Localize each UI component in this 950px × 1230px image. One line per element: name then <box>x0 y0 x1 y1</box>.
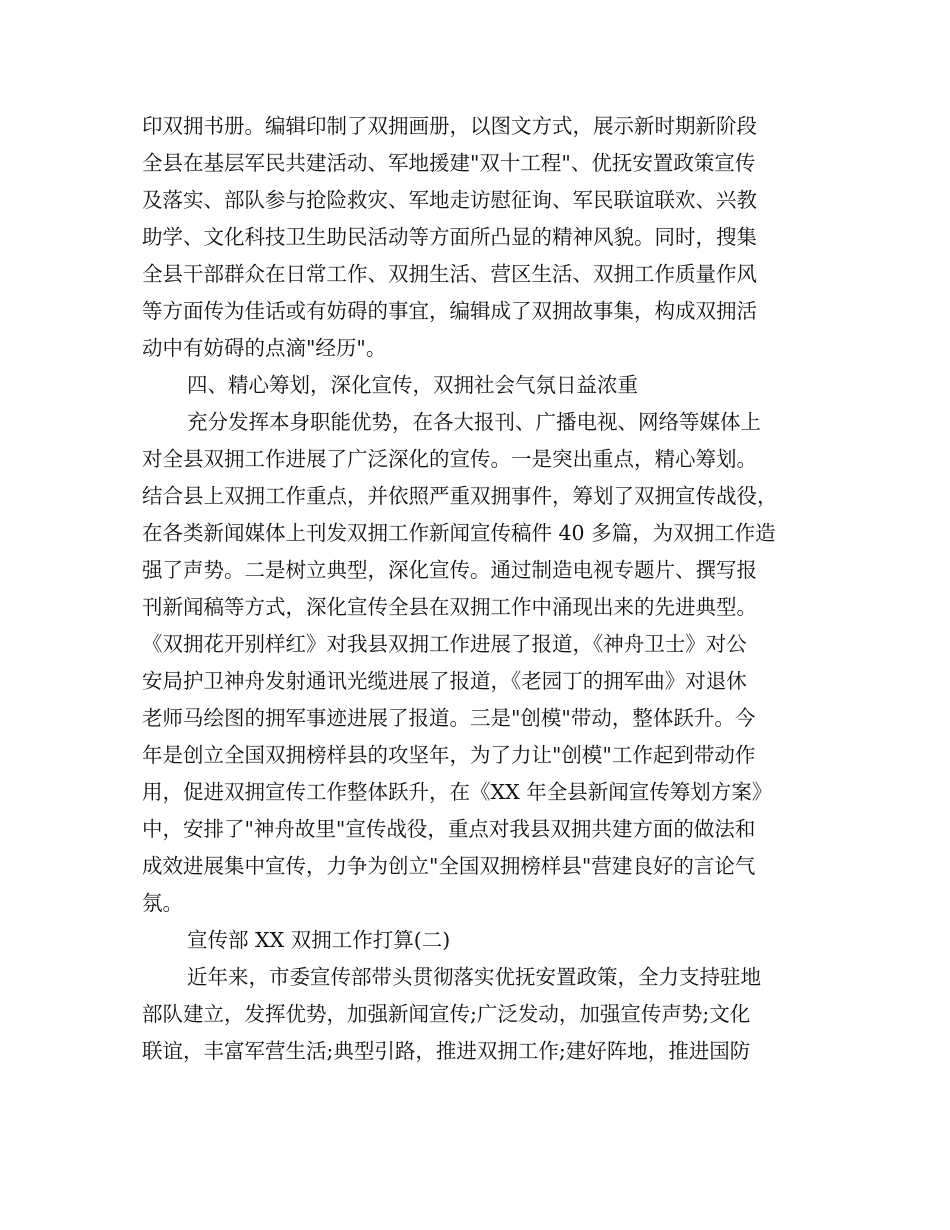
paragraph-line: 全县干部群众在日常工作、双拥生活、营区生活、双拥工作质量作风 <box>142 262 757 286</box>
paragraph-line: 年是创立全国双拥榜样县的攻坚年，为了力让"创模"工作起到带动作 <box>142 743 756 767</box>
paragraph-line: 氛。 <box>142 891 183 915</box>
paragraph-line: 动中有妨碍的点滴"经历"。 <box>142 336 387 360</box>
paragraph-line: 对全县双拥工作进展了广泛深化的宣传。一是突出重点，精心筹划。 <box>142 447 757 471</box>
paragraph-line: 中，安排了"神舟故里"宣传战役，重点对我县双拥共建方面的做法和 <box>142 817 756 841</box>
paragraph-line: 印双拥书册。编辑印制了双拥画册，以图文方式，展示新时期新阶段 <box>142 114 757 138</box>
paragraph-line: 结合县上双拥工作重点，并依照严重双拥事件，筹划了双拥宣传战役， <box>142 484 778 508</box>
paragraph-line: 联谊，丰富军营生活;典型引路，推进双拥工作;建好阵地，推进国防 <box>142 1039 751 1063</box>
section-title: 宣传部 XX 双拥工作打算(二) <box>187 928 451 952</box>
paragraph-line: 在各类新闻媒体上刊发双拥工作新闻宣传稿件 40 多篇，为双拥工作造 <box>142 521 776 545</box>
paragraph-line: 全县在基层军民共建活动、军地援建"双十工程"、优抚安置政策宣传 <box>142 151 756 175</box>
paragraph-line: 用，促进双拥宣传工作整体跃升，在《XX 年全县新闻宣传筹划方案》 <box>142 780 773 804</box>
paragraph-line: 刊新闻稿等方式，深化宣传全县在双拥工作中涌现出来的先进典型。 <box>142 595 757 619</box>
paragraph-line: 充分发挥本身职能优势，在各大报刊、广播电视、网络等媒体上 <box>187 410 761 434</box>
paragraph-line: 安局护卫神舟发射通讯光缆进展了报道，《老园丁的拥军曲》对退休 <box>142 669 747 693</box>
paragraph-line: 成效进展集中宣传，力争为创立"全国双拥榜样县"营建良好的言论气 <box>142 854 756 878</box>
section-heading: 四、精心筹划，深化宣传，双拥社会气氛日益浓重 <box>187 373 638 397</box>
paragraph-line: 老师马绘图的拥军事迹进展了报道。三是"创模"带动，整体跃升。今 <box>142 706 756 730</box>
paragraph-line: 《双拥花开别样红》对我县双拥工作进展了报道，《神舟卫士》对公 <box>142 632 747 656</box>
paragraph-line: 助学、文化科技卫生助民活动等方面所凸显的精神风貌。同时，搜集 <box>142 225 757 249</box>
paragraph-line: 近年来，市委宣传部带头贯彻落实优抚安置政策，全力支持驻地 <box>187 965 761 989</box>
paragraph-line: 强了声势。二是树立典型，深化宣传。通过制造电视专题片、撰写报 <box>142 558 757 582</box>
paragraph-line: 部队建立，发挥优势，加强新闻宣传;广泛发动，加强宣传声势;文化 <box>142 1002 751 1026</box>
paragraph-line: 及落实、部队参与抢险救灾、军地走访慰征询、军民联谊联欢、兴教 <box>142 188 757 212</box>
paragraph-line: 等方面传为佳话或有妨碍的事宜，编辑成了双拥故事集，构成双拥活 <box>142 299 757 323</box>
